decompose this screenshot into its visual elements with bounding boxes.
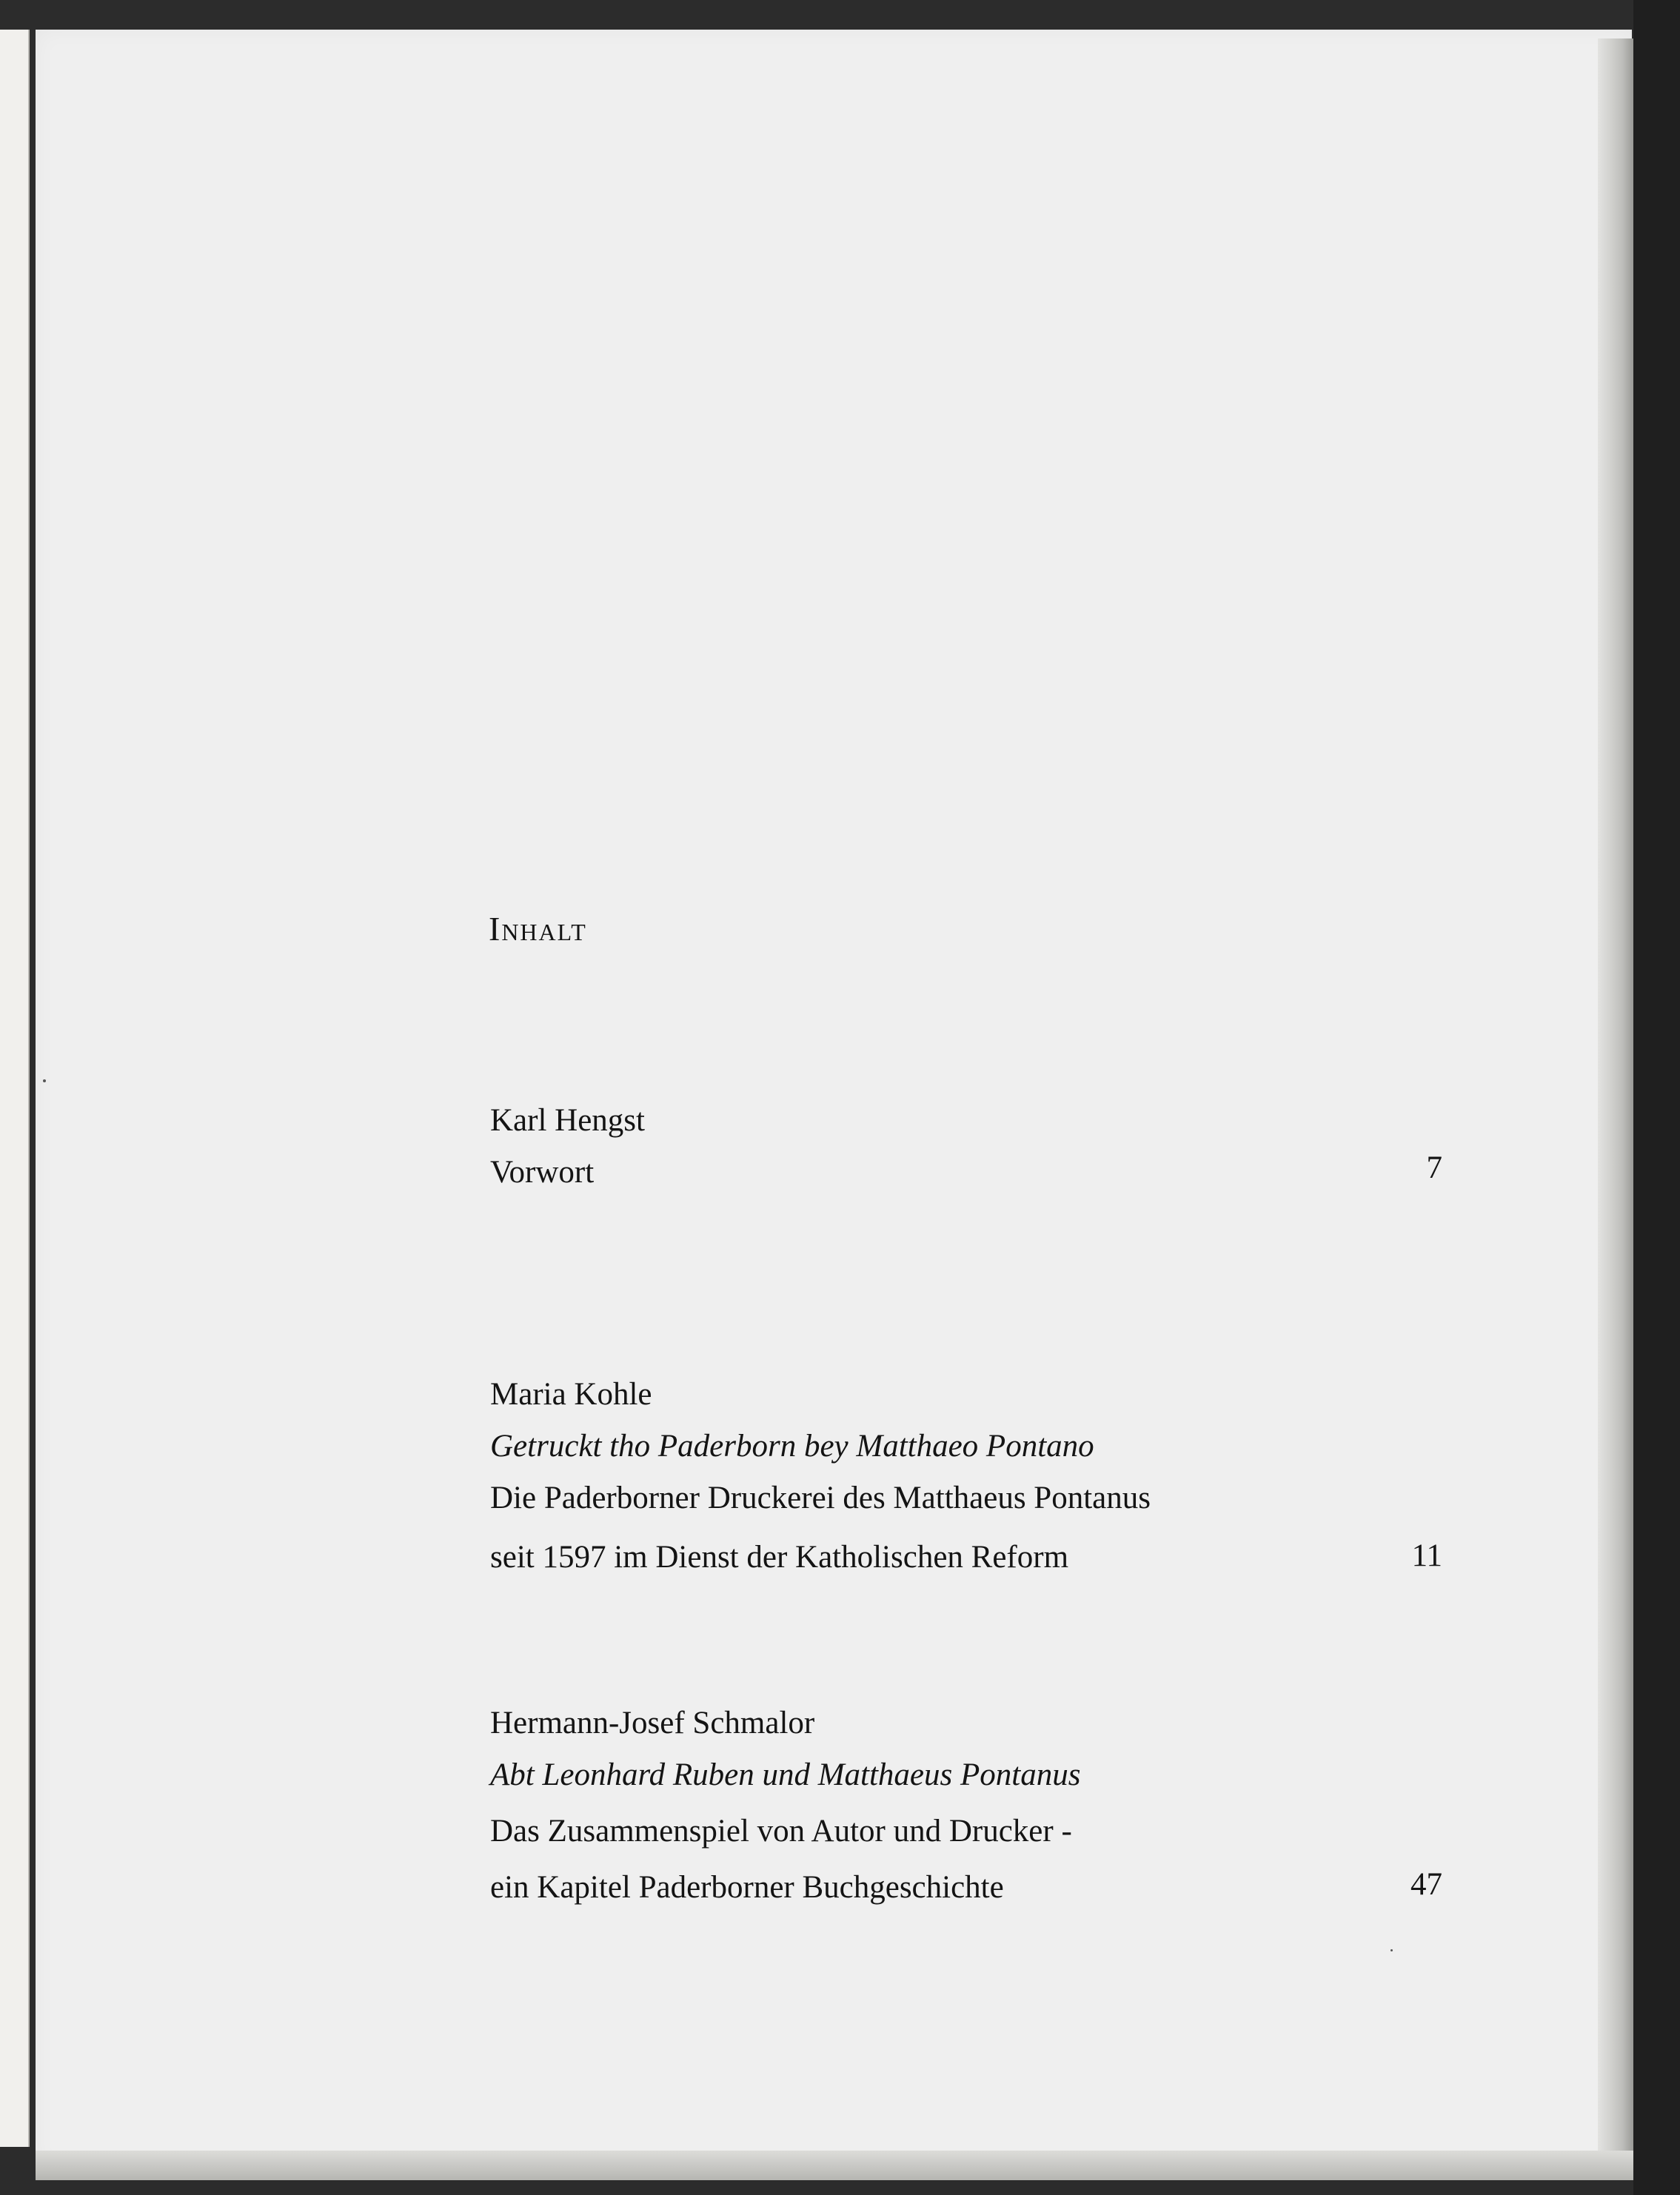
entry-title: ein Kapitel Paderborner Buchgeschichte	[490, 1870, 1004, 1905]
entry-page-number: 11	[1411, 1538, 1442, 1573]
entry-author: Karl Hengst	[490, 1103, 645, 1138]
entry-title: seit 1597 im Dienst der Katholischen Reform	[490, 1540, 1069, 1575]
entry-title: Vorwort	[490, 1155, 595, 1190]
entry-italic-title: Abt Leonhard Ruben und Matthaeus Pontanus	[490, 1757, 1081, 1792]
entry-title: Die Paderborner Druckerei des Matthaeus Pontanus	[490, 1481, 1151, 1515]
entry-author: Hermann-Josef Schmalor	[490, 1706, 815, 1740]
entry-author: Maria Kohle	[490, 1377, 652, 1412]
entry-title: Das Zusammenspiel von Autor und Drucker -	[490, 1814, 1072, 1849]
entry-italic-title: Getruckt tho Paderborn bey Matthaeo Pontano	[490, 1429, 1094, 1464]
toc-heading: Inhalt	[489, 910, 587, 948]
entry-page-number: 7	[1426, 1150, 1442, 1185]
entry-page-number: 47	[1410, 1867, 1442, 1902]
